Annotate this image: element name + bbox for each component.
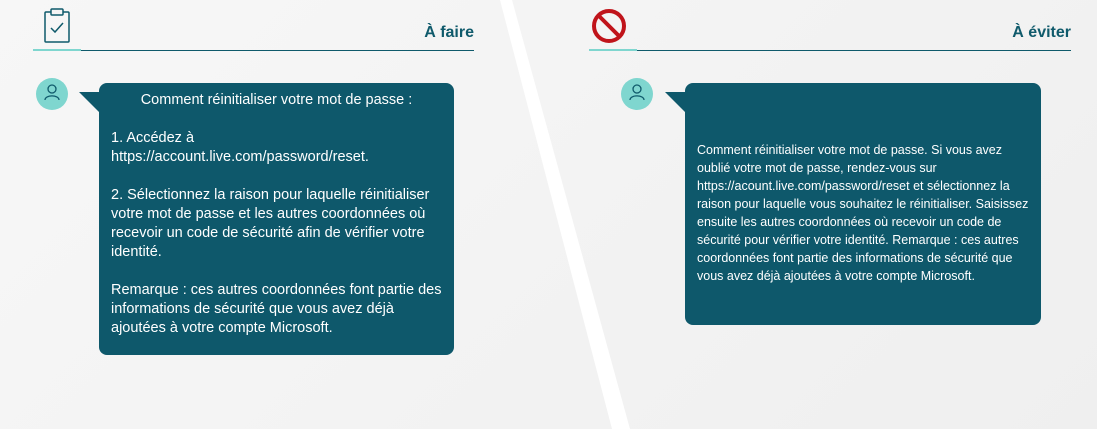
header-line <box>81 50 474 51</box>
user-icon <box>627 82 647 107</box>
prohibited-icon <box>589 6 629 46</box>
avatar <box>621 78 653 110</box>
header-accent-line <box>33 49 81 51</box>
message-heading: Comment réinitialiser votre mot de passe : <box>140 92 413 108</box>
header-accent-line <box>589 49 637 51</box>
message-step-1: 1. Accédez à https://account.live.com/password/reset. <box>111 130 369 165</box>
clipboard-check-icon <box>40 7 80 47</box>
bubble-tail <box>665 92 687 114</box>
header-line <box>637 50 1071 51</box>
message-text: Comment réinitialiser votre mot de passe. Si vous avez oublié votre mot de passe, rendez-vous sur https://acount.live.com/password/reset et sélectionnez la raison pour laquelle vous souhaitez le réinitialiser. Saisissez ensuite les autres coordonnées où recevoir un code de sécurité pour vérifier votre identité. Remarque : ces autres coordonnées font partie des informations de sécurité que vous avez déjà ajoutées à votre compte Microsoft. <box>697 143 1029 283</box>
avatar <box>36 78 68 110</box>
dont-message-bubble <box>685 83 1041 325</box>
message-note: Remarque : ces autres coordonnées font partie des informations de sécurité que vous avez déjà ajoutées à votre compte Microsoft. <box>111 282 442 336</box>
user-icon <box>42 82 62 107</box>
dont-title: À éviter <box>1012 24 1071 41</box>
bubble-tail <box>79 92 101 114</box>
message-step-2: 2. Sélectionnez la raison pour laquelle réinitialiser votre mot de passe et les autres coordonnées où recevoir un code de sécurité afin de vérifier votre identité. <box>111 187 430 260</box>
do-panel <box>0 0 520 429</box>
do-message-bubble <box>99 83 454 355</box>
do-title: À faire <box>424 24 474 41</box>
